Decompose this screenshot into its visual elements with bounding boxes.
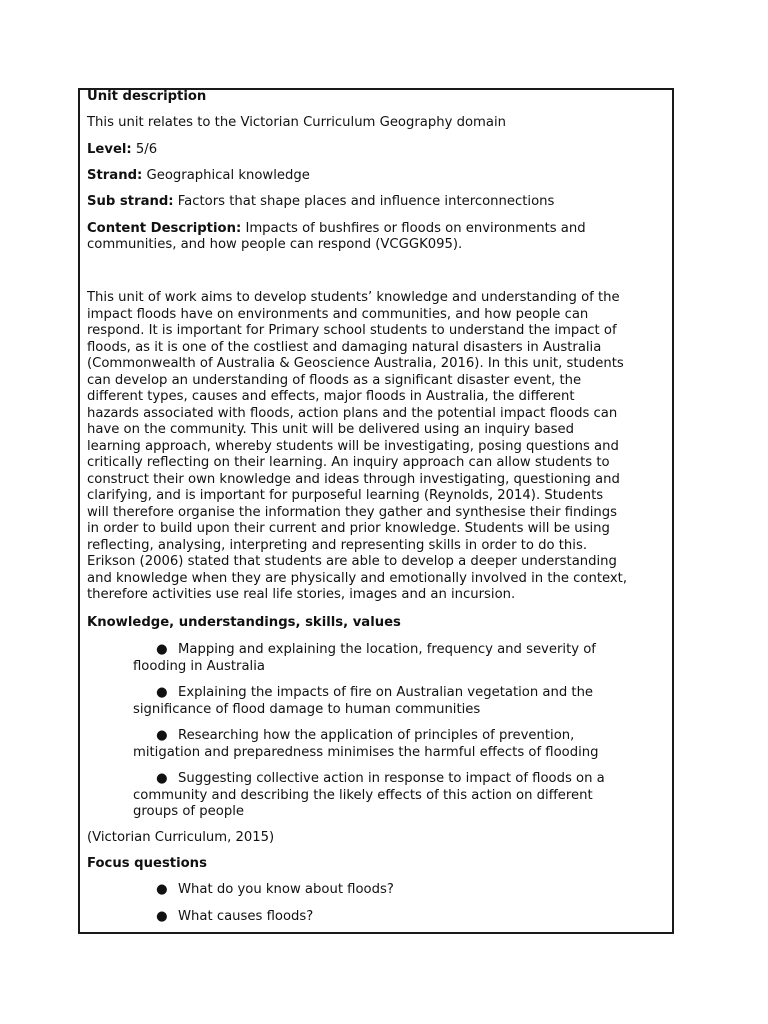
substrand-value: Factors that shape places and influence interconnections — [177, 194, 555, 209]
body-line: different types, causes and effects, major floods in Australia, the different — [87, 389, 575, 404]
knowledge-item: Suggesting collective action in response to impact of floods on a — [178, 771, 605, 786]
body-line: in order to build upon their current and prior knowledge. Students will be using — [87, 521, 610, 536]
unit-intro: This unit relates to the Victorian Curriculum Geography domain — [87, 115, 506, 130]
substrand-row — [87, 194, 554, 210]
bullet-icon: ● — [156, 771, 168, 786]
knowledge-heading: Knowledge, understandings, skills, values — [87, 615, 401, 630]
content-label: Content Description: — [87, 221, 242, 236]
body-line: (Commonwealth of Australia & Geoscience Australia, 2016). In this unit, students — [87, 356, 624, 371]
unit-heading: Unit description — [87, 89, 207, 104]
body-line: floods, as it is one of the costliest and damaging natural disasters in Australia — [87, 339, 602, 355]
level-label: Level: — [87, 142, 132, 157]
knowledge-item-continued: mitigation and preparedness minimises the harmful effects of flooding — [133, 744, 599, 760]
knowledge-item-continued: significance of flood damage to human communities — [133, 701, 481, 717]
content-value-line2: communities, and how people can respond (VCGGK095). — [87, 237, 463, 252]
body-line: hazards associated with floods, action plans and the potential impact floods can — [87, 405, 618, 421]
body-line: and knowledge when they are physically and emotionally involved in the context, — [87, 570, 628, 586]
body-line: impact floods have on environments and communities, and how people can — [87, 306, 589, 322]
body-line: will therefore organise the information they gather and synthesise their findings — [87, 504, 618, 520]
body-line: reflecting, analysing, interpreting and representing skills in order to do this. — [87, 537, 588, 553]
body-line: critically reflecting on their learning. An inquiry approach can allow students to — [87, 455, 610, 470]
knowledge-item-continued: flooding in Australia — [133, 658, 265, 674]
knowledge-item: Mapping and explaining the location, frequency and severity of — [178, 642, 596, 657]
focus-question: What do you know about floods? — [178, 882, 394, 897]
citation: (Victorian Curriculum, 2015) — [87, 830, 275, 845]
focus-heading: Focus questions — [87, 856, 207, 871]
bullet-icon: ● — [156, 909, 168, 924]
bullet-icon: ● — [156, 728, 168, 743]
strand-value: Geographical knowledge — [146, 168, 310, 183]
bullet-icon: ● — [156, 685, 168, 700]
level-value: 5/6 — [135, 142, 158, 157]
body-line: construct their own knowledge and ideas through investigating, questioning and — [87, 471, 620, 487]
knowledge-item: Explaining the impacts of fire on Australian vegetation and the — [178, 685, 594, 700]
body-line: clarifying, and is important for purposeful learning (Reynolds, 2014). Students — [87, 488, 604, 503]
body-line: have on the community. This unit will be delivered using an inquiry based — [87, 422, 575, 437]
body-line: respond. It is important for Primary school students to understand the impact of — [87, 323, 617, 338]
body-line: can develop an understanding of floods as a significant disaster event, the — [87, 372, 582, 388]
body-line: learning approach, whereby students will be investigating, posing questions and — [87, 438, 619, 454]
bullet-icon: ● — [156, 642, 168, 657]
body-line: This unit of work aims to develop students’ knowledge and understanding of the — [87, 290, 620, 305]
knowledge-item-continued: community and describing the likely effects of this action on different — [133, 787, 593, 803]
unit-description-box — [78, 88, 674, 934]
knowledge-item: Researching how the application of principles of prevention, — [178, 728, 575, 743]
body-line: Erikson (2006) stated that students are able to develop a deeper understanding — [87, 554, 617, 569]
focus-question: What causes floods? — [178, 909, 314, 924]
level-row — [87, 142, 157, 158]
content-description-row — [87, 221, 586, 237]
body-line: therefore activities use real life stories, images and an incursion. — [87, 587, 516, 602]
content-value-line1: Impacts of bushfires or floods on environments and — [245, 221, 586, 236]
strand-row — [87, 168, 310, 184]
bullet-icon: ● — [156, 882, 168, 897]
knowledge-item-continued: groups of people — [133, 804, 244, 819]
strand-label: Strand: — [87, 168, 143, 183]
substrand-label: Sub strand: — [87, 194, 174, 209]
